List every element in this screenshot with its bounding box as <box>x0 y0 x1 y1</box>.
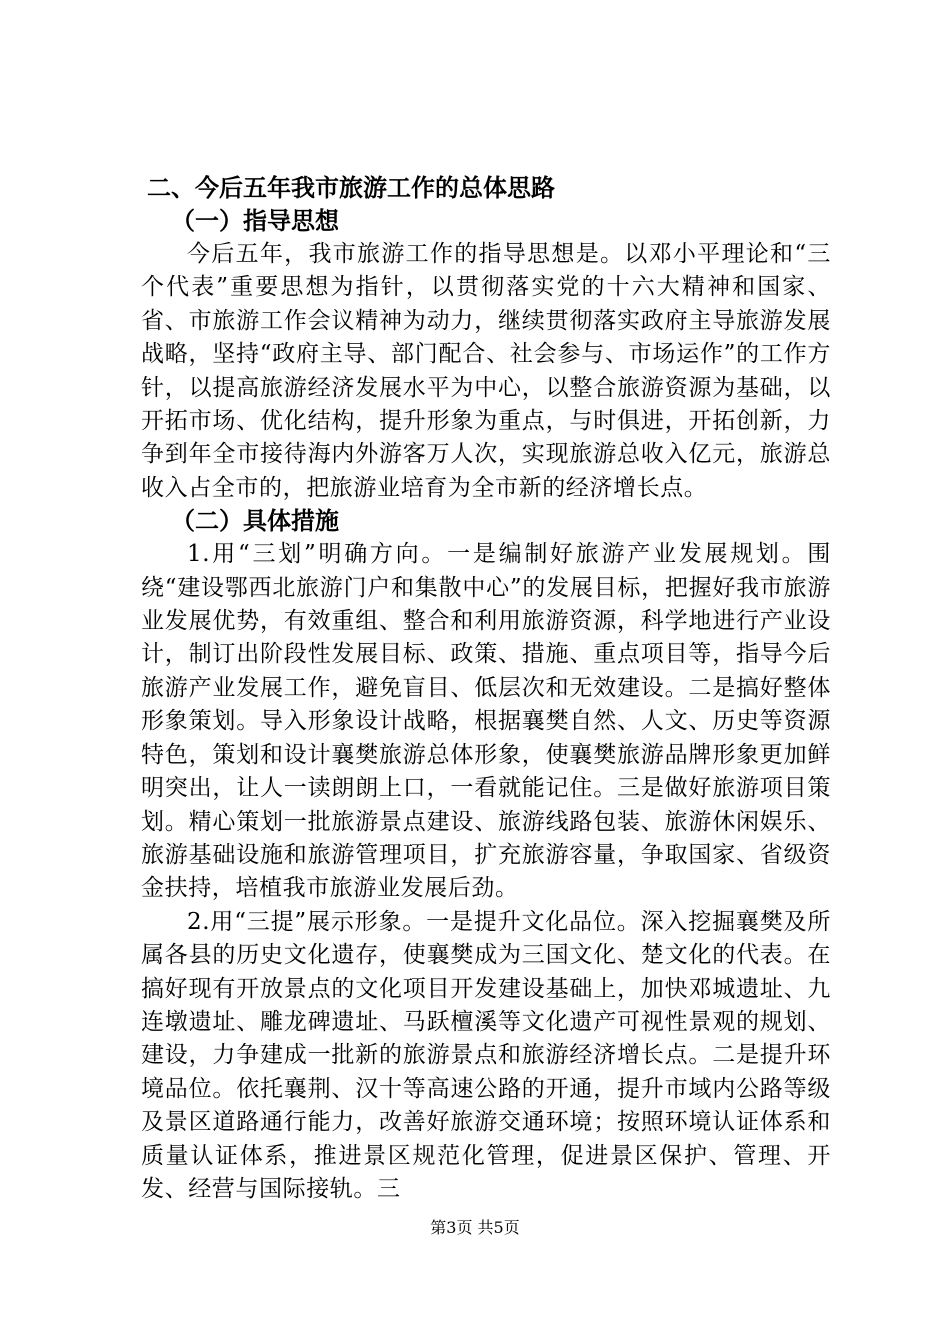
subsection-title-specific-measures: （二）具体措施 <box>171 507 339 536</box>
page-number-footer: 第3页 共5页 <box>430 1218 520 1237</box>
paragraph-measure-1: 1.用“三划”明确方向。一是编制好旅游产业发展规划。围绕“建设鄂西北旅游门户和集散中心”的发展目标，把握好我市旅游业发展优势，有效重组、整合和利用旅游资源，科学地进行产业设计，制订出阶段性发展目标、政策、措施、重点项目等，指导今后旅游产业发展工作，避免盲目、低层次和无效建设。二是搞好整体形象策划。导入形象设计战略，根据襄樊自然、人文、历史等资源特色，策划和设计襄樊旅游总体形象，使襄樊旅游品牌形象更加鲜明突出，让人一读朗朗上口，一看就能记住。三是做好旅游项目策划。精心策划一批旅游景点建设、旅游线路包装、旅游休闲娱乐、旅游基础设施和旅游管理项目，扩充旅游容量，争取国家、省级资金扶持，培植我市旅游业发展后劲。 <box>141 541 831 902</box>
paragraph-measure-2: 2.用“三提”展示形象。一是提升文化品位。深入挖掘襄樊及所属各县的历史文化遗存，使襄樊成为三国文化、楚文化的代表。在搞好现有开放景点的文化项目开发建设基础上，加快邓城遗址、九连墩遗址、雕龙碑遗址、马跃檀溪等文化遗产可视性景观的规划、建设，力争建成一批新的旅游景点和旅游经济增长点。二是提升环境品位。依托襄荆、汉十等高速公路的开通，提升市域内公路等级及景区道路通行能力，改善好旅游交通环境；按照环境认证体系和质量认证体系，推进景区规范化管理，促进景区保护、管理、开发、经营与国际接轨。三 <box>141 908 831 1202</box>
section-title: 二、今后五年我市旅游工作的总体思路 <box>147 174 555 202</box>
paragraph-guiding-ideology: 今后五年，我市旅游工作的指导思想是。以邓小平理论和“三个代表”重要思想为指针，以贯彻落实党的十六大精神和国家、省、市旅游工作会议精神为动力，继续贯彻落实政府主导旅游发展战略，坚持“政府主导、部门配合、社会参与、市场运作”的工作方针，以提高旅游经济发展水平为中心，以整合旅游资源为基础，以开拓市场、优化结构，提升形象为重点，与时俱进，开拓创新，力争到年全市接待海内外游客万人次，实现旅游总收入亿元，旅游总收入占全市的，把旅游业培育为全市新的经济增长点。 <box>141 241 831 501</box>
subsection-title-guiding-ideology: （一）指导思想 <box>171 207 339 235</box>
document-body <box>141 172 831 1206</box>
